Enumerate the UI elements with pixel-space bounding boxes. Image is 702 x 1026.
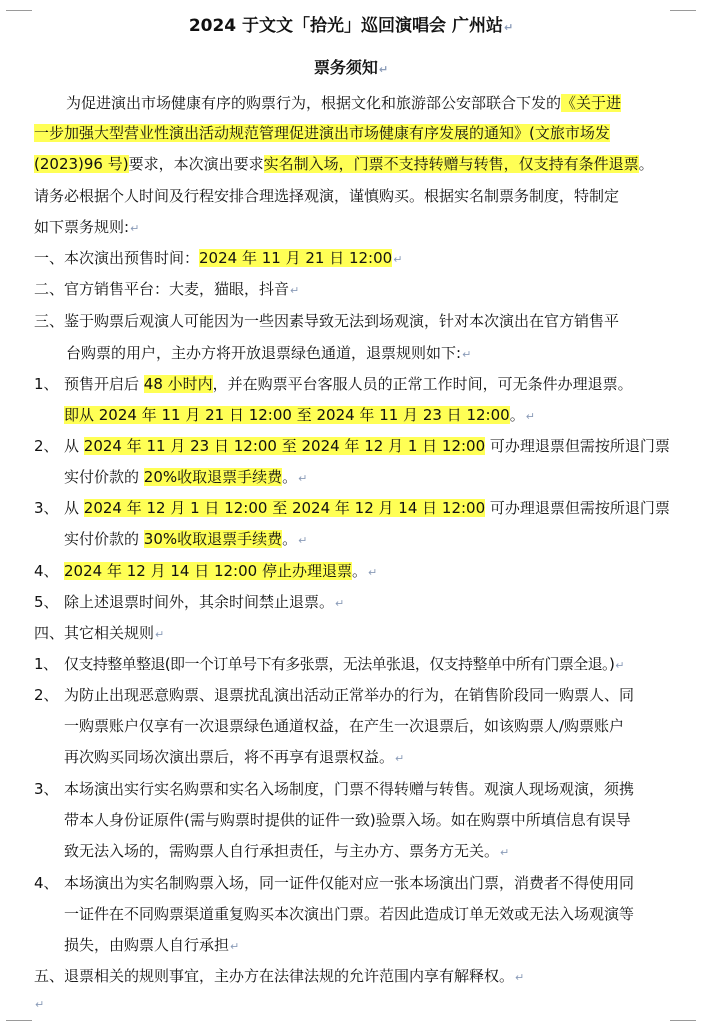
intro-line-4	[34, 184, 670, 208]
notice-reference: 一步加强大型营业性演出活动规范管理促进演出市场健康有序发展的通知》(文旅市场发	[34, 124, 610, 142]
section-text: 四、其它相关规则	[34, 624, 155, 642]
refund-rule-1-line-1	[34, 372, 670, 396]
paragraph-mark: ↵	[615, 659, 624, 672]
rule-text: ，并在购票平台客服人员的正常工作时间，可无条件办理退票。	[212, 375, 633, 393]
refund-rule-5	[34, 590, 670, 614]
refund-rule-3-line-1	[34, 496, 670, 520]
rule-text: 从	[64, 499, 84, 517]
refund-rule-2-line-2	[64, 465, 670, 489]
other-rule-3-line-3	[64, 839, 670, 863]
crop-mark-bottom-left	[6, 1020, 32, 1021]
section-3-line-1	[34, 309, 670, 333]
rule-text: 一购票账户仅享有一次退票绿色通道权益，在产生一次退票后，如该购票人/购票账户	[64, 717, 625, 735]
section-2-platforms	[34, 277, 670, 301]
other-rule-2-line-3	[64, 745, 670, 769]
rule-text: 。	[351, 562, 367, 580]
paragraph-mark: ↵	[35, 998, 45, 1011]
other-rule-3-line-2	[64, 808, 670, 832]
section-text: 二、官方销售平台：大麦，猫眼，抖音	[34, 280, 290, 298]
crop-mark-top-right	[670, 10, 696, 11]
rule-number: 2、	[34, 437, 59, 455]
refund-rule-4	[34, 559, 670, 583]
crop-mark-top-left	[6, 10, 32, 11]
rule-text: 。	[282, 468, 298, 486]
intro-text: 要求，本次演出要求	[128, 155, 264, 173]
paragraph-mark: ↵	[155, 628, 165, 641]
other-rule-4-line-1	[34, 871, 670, 895]
paragraph-mark: ↵	[515, 971, 525, 984]
rule-text: 本场演出实行实名购票和实名入场制度，门票不得转赠与转售。观演人现场观演，须携	[64, 780, 635, 798]
paragraph-mark: ↵	[503, 21, 514, 34]
paragraph-mark: ↵	[525, 410, 535, 423]
paragraph-mark: ↵	[298, 534, 308, 547]
rule-text: 为防止出现恶意购票、退票扰乱演出活动正常举办的行为，在销售阶段同一购票人、同	[64, 686, 635, 704]
document-subtitle	[0, 55, 702, 81]
rule-number: 2、	[34, 686, 59, 704]
document-title-text: 2024 于文文「拾光」巡回演唱会 广州站	[188, 16, 503, 36]
refund-rule-2-line-1	[34, 434, 670, 458]
refund-rule-1-line-2	[64, 403, 670, 427]
paragraph-mark: ↵	[393, 253, 403, 266]
paragraph-mark: ↵	[378, 63, 389, 76]
section-1-presale-time	[34, 246, 670, 270]
paragraph-mark: ↵	[462, 348, 472, 361]
refund-rule-3-line-2	[64, 527, 670, 551]
intro-line-1	[66, 91, 670, 115]
other-rule-4-line-2	[64, 902, 670, 926]
paragraph-mark: ↵	[367, 566, 378, 579]
section-3-line-2	[66, 341, 670, 365]
rule-text: 致无法入场的，需购票人自行承担责任，与主办方、票务方无关。	[64, 842, 500, 860]
rule-text: 带本人身份证原件(需与购票时提供的证件一致)验票入场。如在购票中所填信息有误导	[64, 811, 631, 829]
section-text: 台购票的用户，主办方将开放退票绿色通道，退票规则如下:	[66, 344, 462, 362]
rule-text: 本场演出为实名制购票入场，同一证件仅能对应一张本场演出门票，消费者不得使用同	[64, 874, 635, 892]
section-text: 五、退票相关的规则事宜，主办方在法律法规的允许范围内享有解释权。	[34, 967, 515, 985]
rule-number: 3、	[34, 499, 59, 517]
paragraph-mark: ↵	[298, 472, 308, 485]
rule-number: 1、	[34, 375, 59, 393]
rule-number: 4、	[34, 874, 59, 892]
intro-text: 为促进演出市场健康有序的购票行为，根据文化和旅游部公安部联合下发的	[66, 94, 562, 112]
rule-text: 再次购买同场次演出票后，将不再享有退票权益。	[64, 748, 395, 766]
section-label: 一、本次演出预售时间：	[34, 249, 200, 267]
other-rule-3-line-1	[34, 777, 670, 801]
rule-number: 4、	[34, 562, 59, 580]
paragraph-mark: ↵	[500, 846, 510, 859]
rule-text: 从	[64, 437, 84, 455]
rule-text: 实付价款的	[64, 468, 144, 486]
rule-highlight: 2024 年 12 月 1 日 12:00 至 2024 年 12 月 14 日 12:00	[83, 499, 486, 517]
notice-reference: (2023)96 号)	[34, 155, 129, 173]
rule-text: 。	[509, 406, 525, 424]
real-name-requirement: 实名制入场，门票不支持转赠与转售，仅支持有条件退票	[263, 155, 639, 173]
other-rule-1	[34, 652, 670, 676]
rule-highlight: 20%收取退票手续费	[143, 468, 283, 486]
paragraph-mark: ↵	[395, 752, 405, 765]
empty-paragraph	[34, 991, 670, 1015]
presale-time-value: 2024 年 11 月 21 日 12:00	[199, 249, 393, 267]
rule-text: 预售开启后	[64, 375, 144, 393]
document-subtitle-text: 票务须知	[313, 58, 378, 77]
rule-text: 可办理退票但需按所退门票	[485, 499, 670, 517]
paragraph-mark: ↵	[335, 597, 345, 610]
rule-highlight: 48 小时内	[143, 375, 213, 393]
rule-text: 仅支持整单整退(即一个订单号下有多张票，无法单张退，仅支持整单中所有门票全退。)	[64, 655, 615, 673]
intro-text: 请务必根据个人时间及行程安排合理选择观演，谨慎购买。根据实名制票务制度，特制定	[34, 187, 620, 205]
rule-highlight: 2024 年 11 月 23 日 12:00 至 2024 年 12 月 1 日 12:00	[83, 437, 486, 455]
rule-highlight: 即从 2024 年 11 月 21 日 12:00 至 2024 年 11 月 23 日 12:00	[64, 406, 510, 424]
rule-text: 一证件在不同购票渠道重复购买本次演出门票。若因此造成订单无效或无法入场观演等	[64, 905, 635, 923]
rule-text: 实付价款的	[64, 530, 144, 548]
rule-text: 。	[282, 530, 298, 548]
rule-text: 损失，由购票人自行承担	[64, 936, 230, 954]
other-rule-4-line-3	[64, 933, 670, 957]
rule-text: 除上述退票时间外，其余时间禁止退票。	[64, 593, 335, 611]
intro-text: 如下票务规则:	[34, 218, 130, 236]
crop-mark-bottom-right	[670, 1020, 696, 1021]
rule-text: 可办理退票但需按所退门票	[485, 437, 670, 455]
rule-highlight: 30%收取退票手续费	[143, 530, 283, 548]
rule-number: 3、	[34, 780, 59, 798]
intro-text: 。	[638, 155, 654, 173]
section-text: 三、鉴于购票后观演人可能因为一些因素导致无法到场观演，针对本次演出在官方销售平	[34, 312, 620, 330]
intro-line-3	[34, 152, 670, 176]
document-title	[0, 13, 702, 39]
paragraph-mark: ↵	[290, 284, 300, 297]
rule-number: 5、	[34, 593, 59, 611]
notice-reference: 《关于进	[561, 94, 622, 112]
paragraph-mark: ↵	[130, 222, 140, 235]
rule-number: 1、	[34, 655, 58, 673]
intro-line-2	[34, 121, 670, 145]
other-rule-2-line-2	[64, 714, 670, 738]
paragraph-mark: ↵	[230, 940, 240, 953]
section-4-heading	[34, 621, 670, 645]
intro-line-5	[34, 215, 670, 239]
other-rule-2-line-1	[34, 683, 670, 707]
rule-highlight: 2024 年 12 月 14 日 12:00 停止办理退票	[64, 562, 352, 580]
section-5-interpretation	[34, 964, 670, 988]
